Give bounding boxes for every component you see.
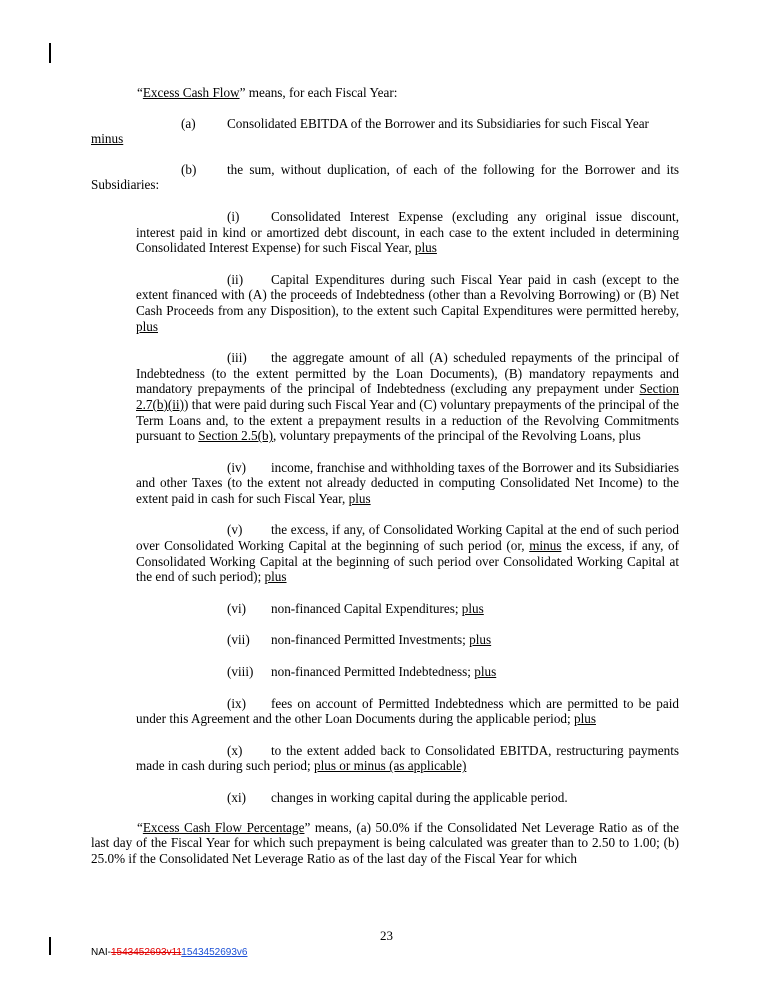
excess-cash-flow-definition: “Excess Cash Flow” means, for each Fiscal Year: (137, 85, 398, 100)
page-number: 23 (380, 928, 393, 943)
item-iv: (iv) income, franchise and withholding taxes of the Borrower and its Subsidiaries and other Taxes (to the extent not already deducted in computing Consolidated Net Income) to the extent paid in cash for such Fiscal Year, plus (136, 459, 679, 506)
item-v: (v) the excess, if any, of Consolidated Working Capital at the end of such period over Consolidated Working Capital at the beginning of such period (or, minus the excess, if any, of Consolidated Working Capital at the beginning of such period over Consolidated Working Capital at the end of such period); plus (136, 522, 680, 585)
text-body (91, 85, 679, 866)
clause-label: (a) (181, 115, 196, 131)
deleted-version: 1543452693v11 (111, 947, 182, 958)
item-ii: (ii) Capital Expenditures during such Fiscal Year paid in cash (except to the extent financed with (A) the proceeds of Indebtedness (other than a Revolving Borrowing) or (B) Net Cash Proceeds from any Disposition), to the extent such Capital Expenditures were permitted hereby, plus (136, 271, 679, 334)
section-reference: Section 2.7(b)(ii) (136, 381, 679, 412)
clause-label: (b) (181, 161, 197, 177)
clause-a (91, 116, 679, 147)
item-viii: (viii) non-financed Permitted Indebtedness; plus (227, 664, 497, 680)
item-ix: (ix) fees on account of Permitted Indebtedness which are permitted to be paid under this Agreement and the other Loan Documents during the applicable period; plus (136, 695, 679, 727)
item-iii: (iii) the aggregate amount of all (A) scheduled repayments of the principal of Indebtedness (to the extent permitted by the Loan Documents), (B) mandatory repayments and mandatory prepayments of the principal of Indebtedness (excluding any prepayment under Section 2.7(b)(ii)) that were paid during such Fiscal Year and (C) voluntary prepayments of the principal of the Term Loans and, to the extent a prepayment results in a reduction of the Revolving Commitments pursuant to Section 2.5(b), voluntary prepayments of the principal of the Revolving Loans, plus (136, 350, 679, 444)
excess-cash-flow-percentage-definition: “Excess Cash Flow Percentage” means, (a) 50.0% if the Consolidated Net Leverage Ratio as of the last day of the Fiscal Year for which such prepayment is being calculated was greater than to 2.50 to 1.00; (b) 25.0% if the Consolidated Net Leverage Ratio as of the last day of the Fiscal Year for which (91, 819, 679, 866)
item-x: (x) to the extent added back to Consolidated EBITDA, restructuring payments made in cash during such period; plus or minus (as applicable) (136, 742, 679, 774)
inserted-version: 1543452693v6 (181, 947, 248, 958)
section-reference: Section 2.5(b) (198, 428, 273, 444)
item-vii: (vii) non-financed Permitted Investments; plus (227, 632, 492, 648)
item-xi: (xi) changes in working capital during the applicable period. (227, 790, 568, 805)
item-i: (i) Consolidated Interest Expense (excluding any original issue discount, interest paid in kind or amortized debt discount, in each case to the extent included in determining Consolidated Interest Expense) for such Fiscal Year, plus (136, 208, 679, 256)
clause-text: Consolidated EBITDA of the Borrower and its Subsidiaries for such Fiscal Year minus (91, 115, 649, 147)
defined-term: Excess Cash Flow (142, 85, 240, 100)
change-bar-top (49, 43, 51, 63)
item-vi: (vi) non-financed Capital Expenditures; plus (227, 600, 484, 616)
defined-term: Excess Cash Flow Percentage (142, 819, 305, 835)
clause-b (91, 162, 679, 193)
clause-text: the sum, without duplication, of each of the following for the Borrower and its Subsidiaries: (91, 161, 679, 193)
document-footer-id: NAI-1543452693v111543452693v6 (91, 947, 248, 958)
